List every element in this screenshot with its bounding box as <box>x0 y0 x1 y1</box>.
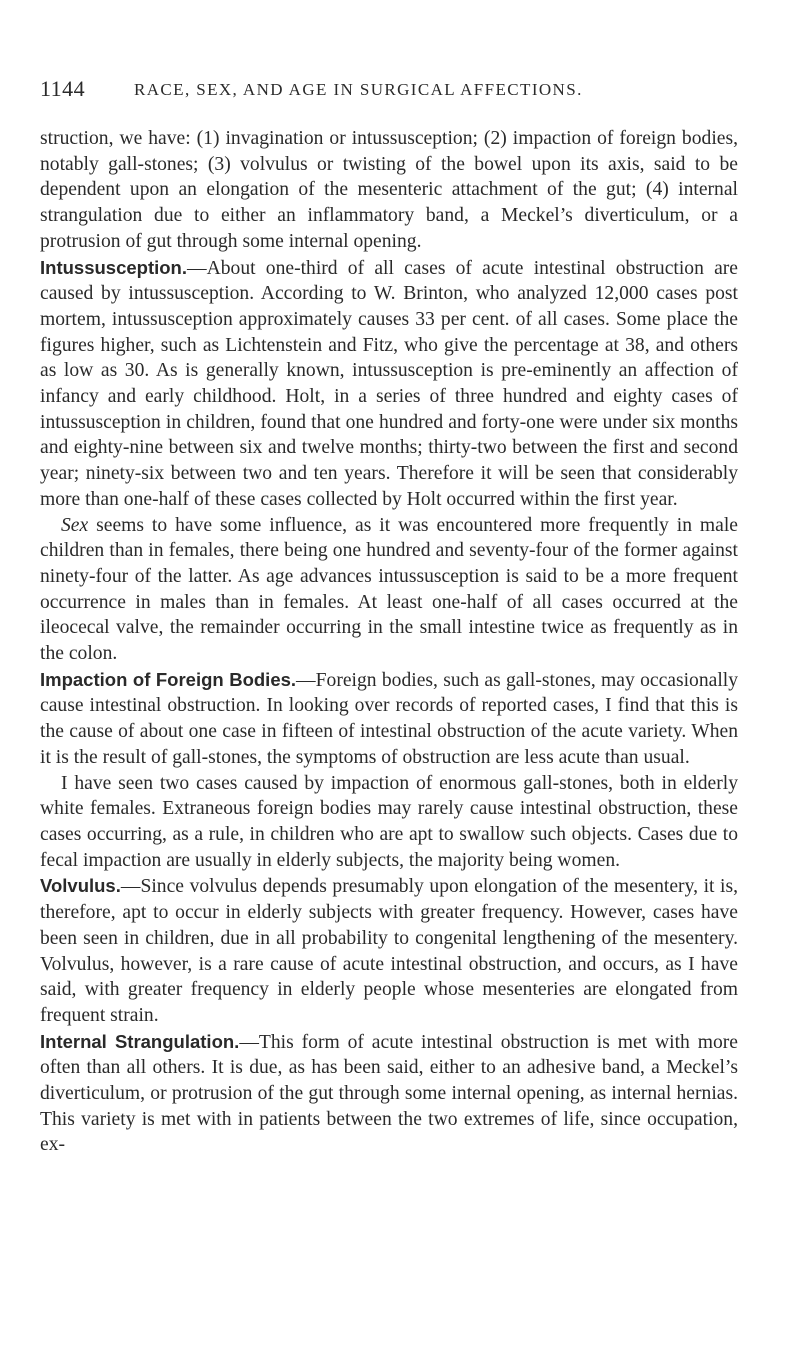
running-head <box>40 76 740 106</box>
paragraph-continuation <box>40 126 738 255</box>
section-heading-volvulus: Volvulus. <box>40 875 121 897</box>
paragraph-text: —Foreign bodies, such as gall-stones, may occasionally cause intestinal obstruction. In looking over records of reported cases, I find that this is the cause of about one case in fifteen of intestinal obstruction of the acute variety. When it is the result of gall-stones, the symptoms of obstruction are less acute than usual. <box>40 669 739 768</box>
section-heading-intussusception: Intussusception. <box>40 256 187 278</box>
paragraph-text: struction, we have: (1) invagination or intussusception; (2) impaction of foreign bodies, notably gall-stones; (3) volvulus or twisting of the bowel upon its axis, said to be dependent upon an elongation of the mesenteric attachment of the gut; (4) internal strangulation due to either an inflammatory band, a Meckel’s diverticulum, or a protrusion of gut through some internal opening. <box>40 128 738 252</box>
body-text <box>40 126 738 1158</box>
page-number: 1144 <box>40 76 86 101</box>
running-title: RACE, SEX, AND AGE IN SURGICAL AFFECTIONS. <box>134 80 583 99</box>
paragraph-impaction <box>40 667 738 771</box>
paragraph-text: seems to have some influence, as it was encountered more frequently in male children than in females, there being one hundred and seventy-four of the former against ninety-four of the latter. As age advances intussusception is said to be a more frequent occurrence in males than in females. At least one-half of all cases occurred at the ileocecal valve, the remainder occurring in the small intestine twice as frequently as in the colon. <box>40 514 738 665</box>
paragraph-text: I have seen two cases caused by impaction of enormous gall-stones, both in elderly white females. Extraneous foreign bodies may rarely cause intestinal obstruction, these cases occurring, as a rule, in children who are apt to swallow such objects. Cases due to fecal impaction are usually in elderly subjects, the majority being women. <box>40 772 738 871</box>
paragraph-sex <box>40 513 738 667</box>
paragraph-text: —This form of acute intestinal obstruction is met with more often than all others. It is due, as has been said, either to an adhesive band, a Meckel’s diverticulum, or protrusion of the gut through some internal opening, as internal hernias. This variety is met with in patients between the two extremes of life, since occupation, ex- <box>40 1031 738 1156</box>
paragraph-volvulus <box>40 873 738 1028</box>
paragraph-gall-stones <box>40 771 738 874</box>
section-heading-impaction: Impaction of Foreign Bodies. <box>40 668 297 690</box>
paragraph-internal-strangulation <box>40 1029 738 1159</box>
paragraph-text: —About one-third of all cases of acute intestinal obstruction are caused by intussusception. According to W. Brinton, who analyzed 12,000 cases post mortem, intussusception approximately causes 33 per cent. of all cases. Some place the figures higher, such as Lichtenstein and Fitz, who give the percentage at 38, and others as low as 30. As is generally known, intussusception is pre-eminently an affection of infancy and early childhood. Holt, in a series of three hundred and eighty cases of intussusception in children, found that one hundred and forty-one were under six months and eighty-nine between six and twelve months; thirty-two between the first and second year; ninety-six between two and ten years. Therefore it will be seen that considerably more than one-half of these cases collected by Holt occurred within the first year. <box>40 257 738 510</box>
italic-lead: Sex <box>61 514 89 536</box>
section-heading-internal-strangulation: Internal Strangulation. <box>40 1030 240 1052</box>
paragraph-text: —Since volvulus depends presumably upon elongation of the mesentery, it is, therefore, apt to occur in elderly subjects with greater frequency. However, cases have been seen in children, due in all probability to congenital lengthening of the mesentery. Volvulus, however, is a rare cause of acute intestinal obstruction, and occurs, as I have said, with greater frequency in elderly people whose mesenteries are elongated from frequent strain. <box>40 876 738 1026</box>
paragraph-intussusception <box>40 255 738 513</box>
